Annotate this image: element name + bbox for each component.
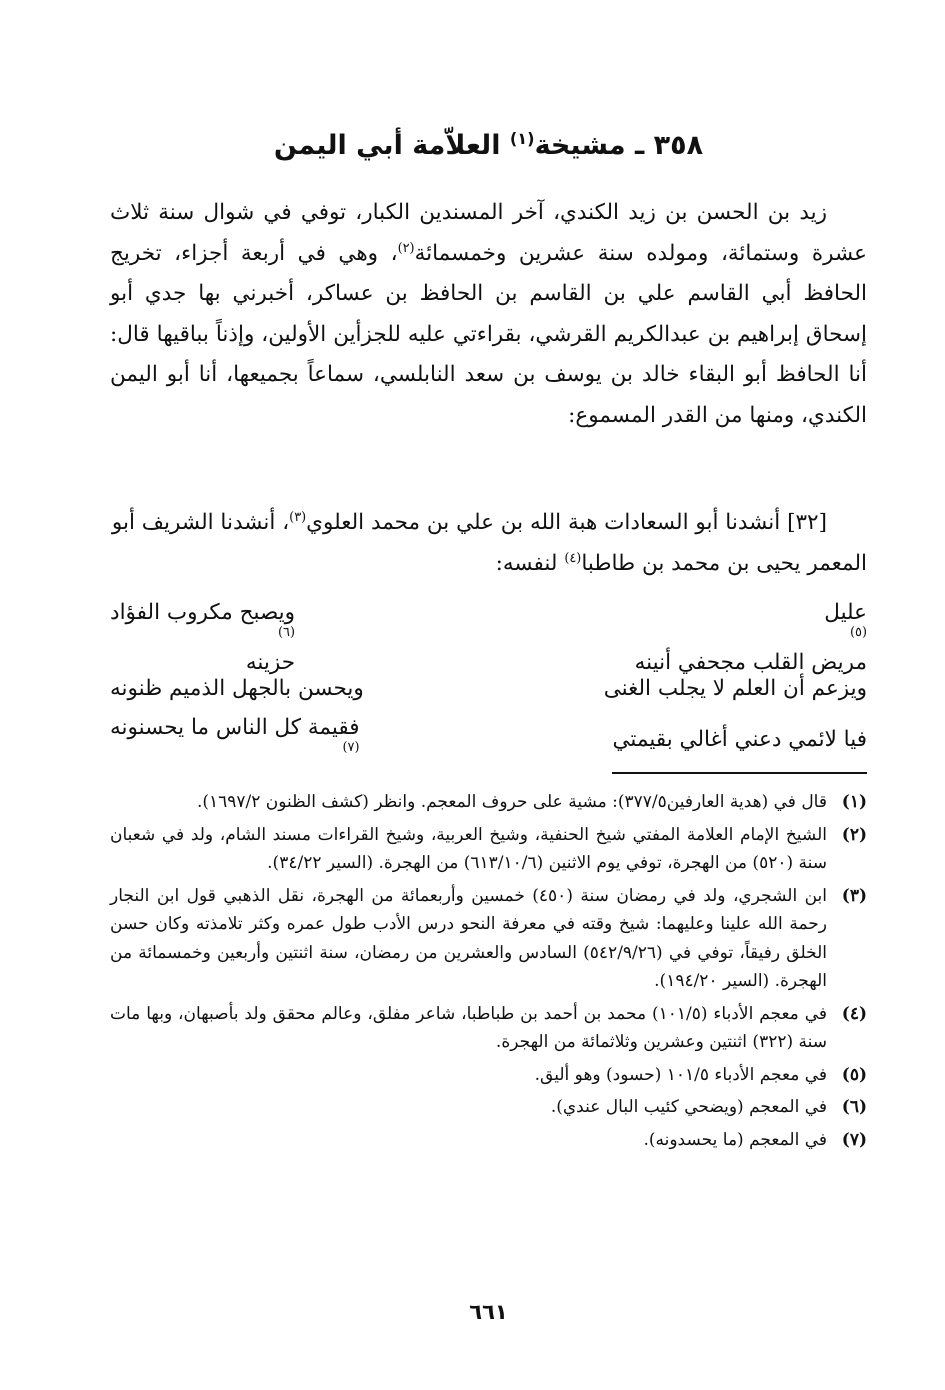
narration-paragraph: [٣٢] أنشدنا أبو السعادات هبة الله بن علي بن محمد العلوي$^{(٣)}$، أنشدنا الشريف أبو المعمر يحيى بن محمد بن طاطبا$^{(٤)}$ لنفسه: [111,509,867,576]
footnote-text: الشيخ الإمام العلامة المفتي شيخ الحنفية، وشيخ العربية، وشيخ القراءات مسند الشام، ولد في شعبان سنة (٥٢٠) من الهجرة، توفي يوم الاثنين (٦١٣/١٠/٦) من الهجرة. (السير ٣٤/٢٢). [110,824,827,873]
verse-second-hemistich: ويصبح مكروب الفؤاد $^{(٦)}$ حزينه [110,600,295,675]
verse-first-hemistich: ويزعم أن العلم لا يجلب الغنى [603,676,867,701]
footnote-item [110,1061,867,1090]
footnote-text: في المعجم (ويضحي كئيب البال عندي). [550,1097,827,1117]
verse-line [110,714,867,765]
footnote-number: (٢) [841,824,867,845]
footnote-item [110,1126,867,1155]
verse-first-hemistich: عليل $^{(٥)}$ مريض القلب مجحفي أنينه [634,600,867,675]
footnote-ref[interactable]: (٧) [342,739,360,755]
verse-second-hemistich: ويحسن بالجهل الذميم ظنونه [110,676,364,701]
footnote-item [110,821,867,878]
book-page [110,0,867,1390]
poem [110,600,867,765]
verse-first-hemistich: فيا لائمي دعني أغالي بقيمتي [612,727,867,752]
footnote-number: (٦) [841,1097,867,1117]
footnote-item [110,788,867,817]
footnote-ref[interactable]: (١) [509,129,535,148]
footnote-ref[interactable]: (٣) [289,509,307,525]
footnote-item [110,1093,867,1122]
footnote-item [110,1000,867,1057]
footnote-number: (٤) [841,1003,867,1024]
footnote-number: (٥) [841,1064,867,1085]
footnote-number: (٧) [841,1129,867,1150]
footnote-ref[interactable]: (٦) [277,624,295,640]
footnote-separator [612,772,867,774]
footnote-item [110,882,867,996]
intro-paragraph: زيد بن الحسن بن زيد الكندي، آخر المسندين الكبار، توفي في شوال سنة ثلاث عشرة وستمائة، ومولده سنة عشرين وخمسمائة$^{(٢)}$، وهي في أربعة أجزاء، تخريج الحافظ أبي القاسم علي بن القاسم بن الحافظ بن عساكر، أخبرني بها جدي أبو إسحاق إبراهيم بن عبدالكريم القرشي، بقراءتي عليه للجزأين الأولين، وإذناً بباقيها قال: أنا الحافظ أبو البقاء خالد بن يوسف بن سعد النابلسي، سماعاً بجميعها، أنا أبو اليمن الكندي، ومنها من القدر المسموع: [110,200,867,428]
footnote-ref[interactable]: (٢) [397,240,415,256]
page-number: ٦٦١ [469,1300,508,1324]
footnotes [110,788,867,1158]
footnote-text: في معجم الأدباء (١٠١/٥) محمد بن أحمد بن طباطبا، شاعر مفلق، وعالم محقق ولد بأصبهان، وبها مات سنة (٣٢٢) اثنتين وعشرين وثلاثمائة من الهجرة. [110,1003,827,1052]
footnote-number: (٣) [841,885,867,906]
section-title: ٣٥٨ ـ مشيخة$^{(١)}$ العلاّمة أبي اليمن [273,129,704,161]
footnote-number: (١) [841,792,867,812]
footnote-text: ابن الشجري، ولد في رمضان سنة (٤٥٠) خمسين وأربعمائة من الهجرة، نقل الذهبي قول ابن النجار رحمة الله علينا وعليهما: شيخ وقته في معرفة النحو درس الأدب طول عمره وكثر تلامذته وكان حسن الخلق رفيقاً، توفي في (٥٤٢/٩/٢٦) السادس والعشرين من رمضان، سنة اثنتين وأربعين وخمسمائة من الهجرة. (السير ١٩٤/٢٠). [110,885,827,991]
footnote-text: قال في (هدية العارفين٣٧٧/٥): مشية على حروف المعجم. وانظر (كشف الظنون ١٦٩٧/٢). [196,792,827,812]
verse-second-hemistich: فقيمة كل الناس ما يحسنونه $^{(٧)}$ [110,714,360,755]
footnote-ref[interactable]: (٥) [850,624,867,640]
verse-line [110,600,867,675]
footnote-text: في المعجم (ما يحسدونه). [643,1129,827,1150]
footnote-text: في معجم الأدباء ١٠١/٥ (حسود) وهو أليق. [534,1064,827,1085]
footnote-ref[interactable]: (٤) [564,550,582,566]
